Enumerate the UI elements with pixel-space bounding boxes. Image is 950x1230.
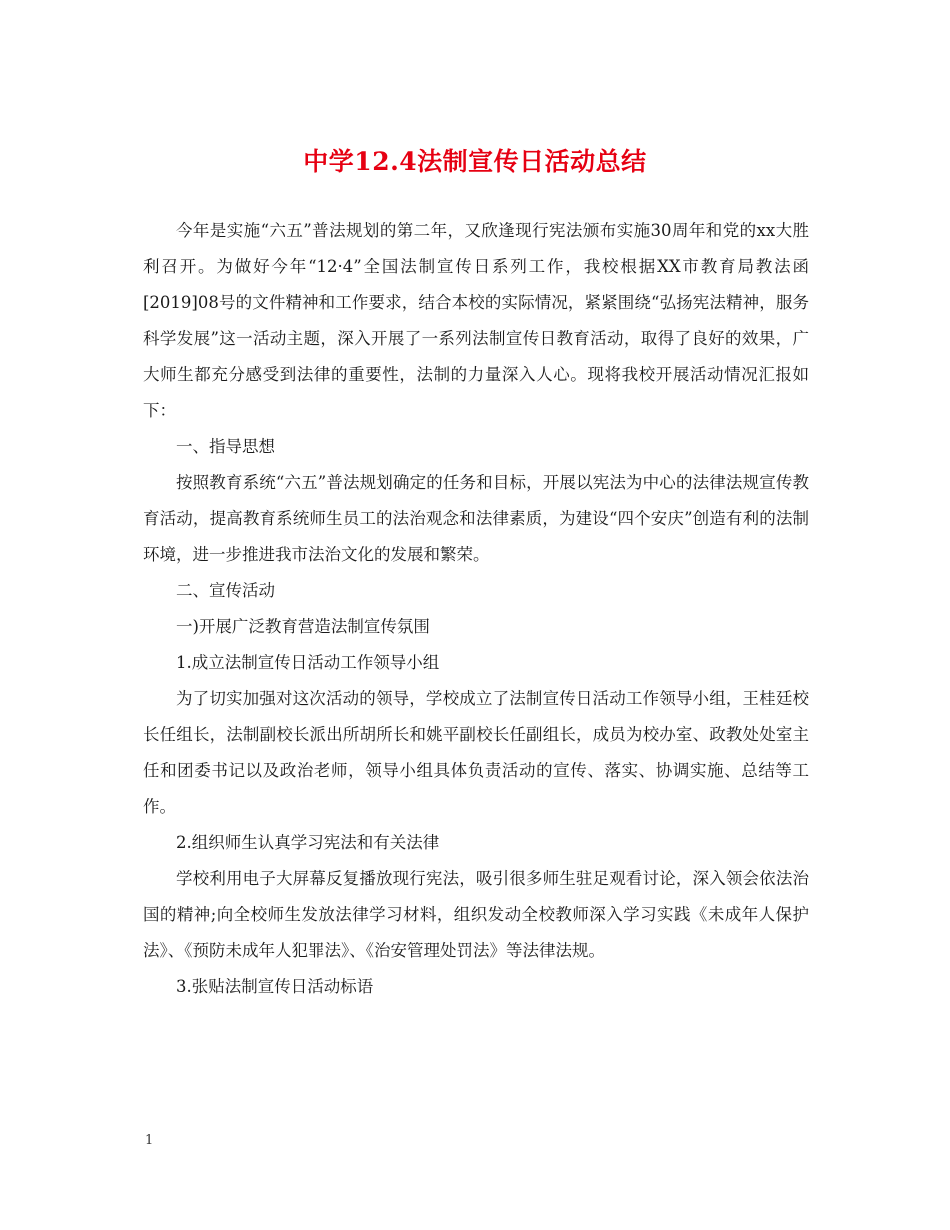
section-heading-guiding-ideology: 一、指导思想 <box>176 437 275 456</box>
paragraph-leadership-group: 为了切实加强对这次活动的领导，学校成立了法制宣传日活动工作领导小组，王桂廷校长任组长，法制副校长派出所胡所长和姚平副校长任副组长，成员为校办室、政教处处室主任和团委书记以及政治老师，领导小组具体负责活动的宣传、落实、协调实施、总结等工作。 <box>143 689 809 816</box>
document-title: 中学12.4法制宣传日活动总结 <box>303 147 647 176</box>
paragraph-guiding-ideology: 按照教育系统“六五”普法规划确定的任务和目标，开展以宪法为中心的法律法规宣传教育活动，提高教育系统师生员工的法治观念和法律素质，为建设“四个安庆”创造有利的法制环境，进一步推进我市法治文化的发展和繁荣。 <box>143 473 809 564</box>
section-heading-publicity-activities: 二、宣传活动 <box>176 581 275 600</box>
item-heading-slogans: 3.张贴法制宣传日活动标语 <box>176 977 374 996</box>
page-number: 1 <box>145 1133 154 1148</box>
item-heading-leadership-group: 1.成立法制宣传日活动工作领导小组 <box>176 653 440 672</box>
document-body <box>143 213 809 1005</box>
item-heading-study-law: 2.组织师生认真学习宪法和有关法律 <box>176 833 440 852</box>
paragraph-intro: 今年是实施“六五”普法规划的第二年，又欣逢现行宪法颁布实施30周年和党的xx大胜利召开。为做好今年“12·4”全国法制宣传日系列工作，我校根据XX市教育局教法函[2019]08号的文件精神和工作要求，结合本校的实际情况，紧紧围绕“弘扬宪法精神，服务科学发展”这一活动主题，深入开展了一系列法制宣传日教育活动，取得了良好的效果，广大师生都充分感受到法律的重要性，法制的力量深入人心。现将我校开展活动情况汇报如下： <box>143 221 809 420</box>
paragraph-study-law: 学校利用电子大屏幕反复播放现行宪法，吸引很多师生驻足观看讨论，深入领会依法治国的精神;向全校师生发放法律学习材料，组织发动全校教师深入学习实践《未成年人保护法》、《预防未成年人犯罪法》、《治安管理处罚法》等法律法规。 <box>143 869 809 960</box>
subsection-heading-education: 一)开展广泛教育营造法制宣传氛围 <box>176 617 430 636</box>
